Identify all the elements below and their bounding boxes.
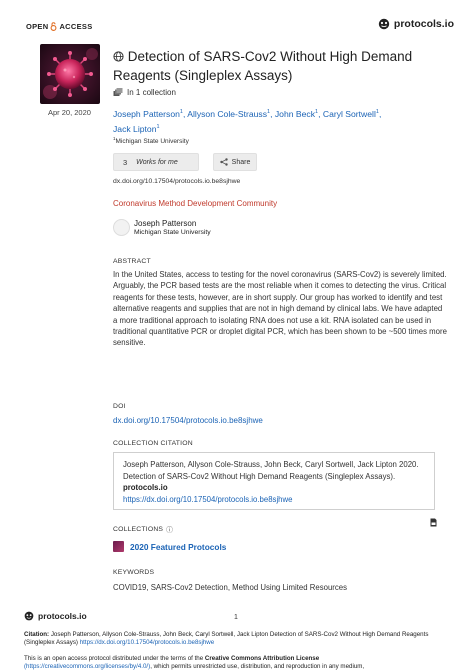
protocol-title-text: Detection of SARS-Cov2 Without High Demand Reagents (Singleplex Assays) bbox=[113, 49, 413, 83]
doi-short: dx.doi.org/10.17504/protocols.io.be8sjhwe bbox=[113, 178, 241, 185]
share-icon bbox=[220, 158, 228, 166]
representative-name[interactable]: Joseph Patterson bbox=[134, 219, 197, 228]
works-for-me-button[interactable] bbox=[113, 153, 199, 171]
collection-item[interactable]: 2020 Featured Protocols bbox=[130, 542, 227, 552]
footer-brand-name: protocols.io bbox=[38, 611, 87, 621]
works-count: 3 bbox=[123, 157, 128, 167]
avatar bbox=[113, 219, 130, 236]
protocols-logo-icon bbox=[378, 18, 390, 30]
author-list: Joseph Patterson$^1$, Allyson Cole-Strauss$^1$, John Beck$^1$, Caryl Sortwell$^1$, Jack Lipton$^1$ bbox=[113, 108, 382, 135]
footer-license: This is an open access protocol distributed under the terms of the Creative Commons Attribution License (https://creativecommons.org/licenses/by/4.0/), which permits unrestricted use, distribution, and reproduction in any medium, bbox=[24, 655, 365, 671]
protocol-thumbnail bbox=[40, 44, 100, 104]
doi-link[interactable]: dx.doi.org/10.17504/protocols.io.be8sjhwe bbox=[113, 416, 263, 425]
share-label: Share bbox=[231, 158, 251, 166]
info-icon: ⓘ bbox=[166, 527, 174, 534]
open-access-logo bbox=[26, 22, 93, 31]
representative-institution: Michigan State University bbox=[134, 229, 211, 236]
protocols-brand-top[interactable] bbox=[378, 18, 454, 30]
citation-text: Joseph Patterson, Allyson Cole-Strauss, John Beck, Caryl Sortwell, Jack Lipton 2020. Detection of SARS-Cov2 Without High Demand Reagents (Singleplex Assays). bbox=[123, 460, 419, 481]
license-link[interactable]: (https://creativecommons.org/licenses/by/4.0/) bbox=[24, 663, 151, 671]
share-button[interactable] bbox=[213, 153, 257, 171]
citation-link[interactable]: https://dx.doi.org/10.17504/protocols.io.be8sjhwe bbox=[123, 494, 293, 504]
citation-heading: COLLECTION CITATION bbox=[113, 440, 193, 447]
open-access-label-2: ACCESS bbox=[59, 22, 93, 31]
collection-count: In 1 collection bbox=[127, 88, 176, 97]
community-link[interactable]: Coronavirus Method Development Community bbox=[113, 199, 278, 208]
keywords-heading: KEYWORDS bbox=[113, 569, 155, 576]
virus-image bbox=[40, 44, 100, 104]
footer-citation: Citation: Joseph Patterson, Allyson Cole-Strauss, John Beck, Caryl Sortwell, Jack Lipton Detection of SARS-Cov2 Without High Demand Reagents (Singleplex Assays) https://dx.doi.org/10.17504/protocols.io.be8sjhwe bbox=[24, 631, 429, 647]
author-link[interactable]: John Beck$^1$ bbox=[274, 108, 319, 119]
author-link[interactable]: Allyson Cole-Strauss$^1$ bbox=[187, 108, 271, 119]
collections-heading: COLLECTIONS ⓘ bbox=[113, 525, 174, 534]
footer-citation-link[interactable]: https://dx.doi.org/10.17504/protocols.io.be8sjhwe bbox=[79, 639, 215, 647]
collection-thumbnail bbox=[113, 541, 124, 552]
protocols-brand-footer[interactable] bbox=[24, 611, 87, 621]
abstract-heading: ABSTRACT bbox=[113, 258, 151, 265]
brand-name: protocols.io bbox=[393, 18, 454, 30]
citation-journal: protocols.io bbox=[123, 483, 168, 492]
doi-heading: DOI bbox=[113, 403, 126, 410]
works-label: Works for me bbox=[136, 158, 178, 166]
affiliation: $^1$Michigan State University bbox=[113, 136, 189, 146]
publication-date: Apr 20, 2020 bbox=[48, 108, 91, 117]
citation-box bbox=[113, 452, 435, 510]
abstract-text: In the United States, access to testing for the novel coronavirus (SARS-Cov2) is severely limited. Arguably, the PCR based tests are the most reliable when it comes to detecting the virus. Critical reagents for these tests, however, are in short supply. Our group has worked to identify and test alternative reagents and supplies that are not in high demand by clinical labs. We have adapted a more traditional approach to isolating RNA does not use a kit. RNA isolated can be used in traditional quantitative PCR or droplet digital PCR, which has been shown to be ~500 times more sensitive. bbox=[113, 270, 447, 348]
collection-info[interactable] bbox=[113, 88, 176, 97]
page-number: 1 bbox=[234, 614, 238, 621]
collection-stack-icon bbox=[113, 88, 123, 97]
protocol-title bbox=[113, 47, 443, 85]
author-link[interactable]: Jack Lipton$^1$ bbox=[113, 124, 160, 135]
keywords-text: COVID19, SARS-Cov2 Detection, Method Using Limited Resources bbox=[113, 583, 348, 592]
globe-icon bbox=[113, 51, 124, 62]
author-link[interactable]: Caryl Sortwell$^1$ bbox=[322, 108, 379, 119]
open-lock-icon bbox=[50, 22, 57, 31]
protocols-logo-icon bbox=[24, 611, 34, 621]
author-link[interactable]: Joseph Patterson$^1$ bbox=[113, 108, 183, 119]
pdf-download-icon[interactable] bbox=[430, 514, 437, 532]
open-access-label-1: OPEN bbox=[26, 22, 49, 31]
